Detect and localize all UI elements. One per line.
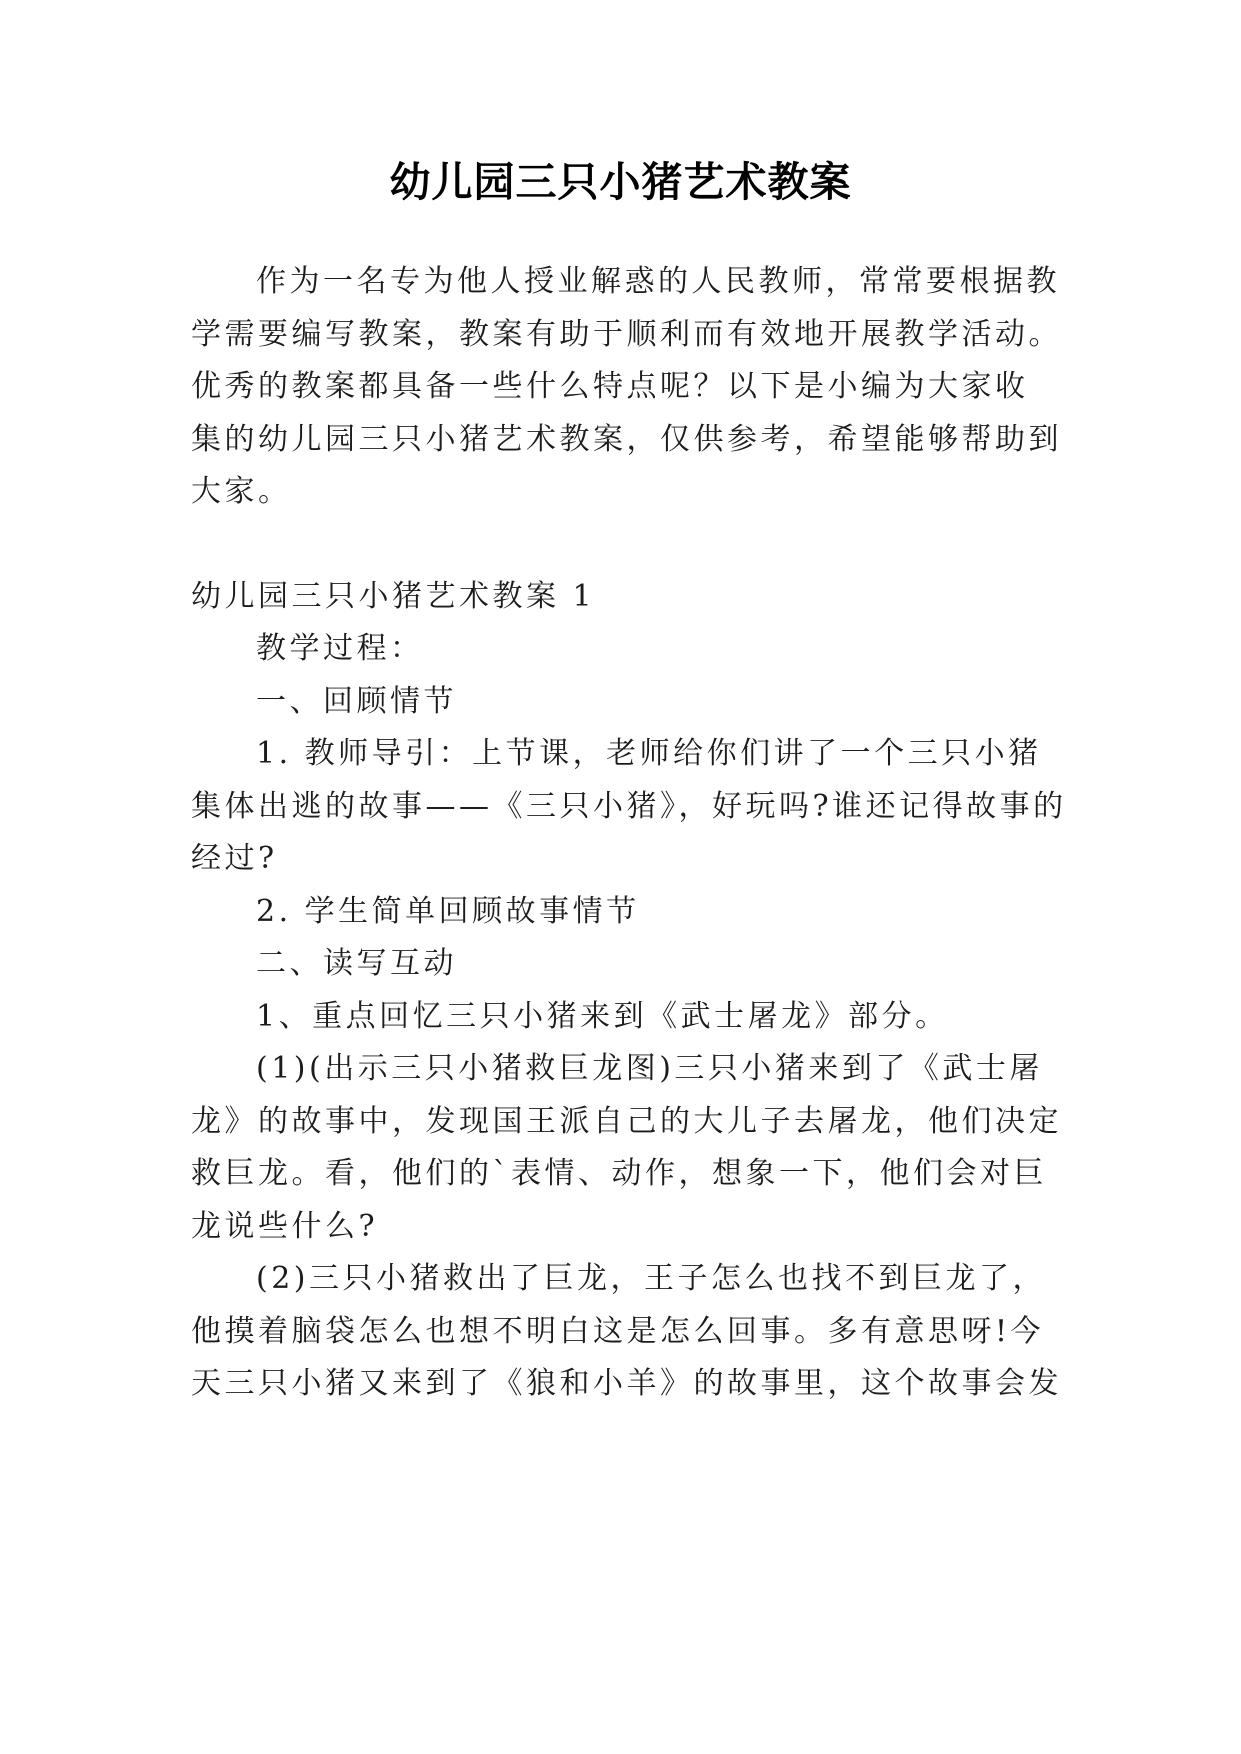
body-line: (1)(出示三只小猪救巨龙图)三只小猪来到了《武士屠 <box>256 1051 1043 1086</box>
body-line: 1、重点回忆三只小猪来到《武士屠龙》部分。 <box>256 999 949 1034</box>
body-line: 2. 学生简单回顾故事情节 <box>256 894 640 929</box>
body-line: 经过? <box>191 841 278 876</box>
body-line: 一、回顾情节 <box>256 684 457 719</box>
intro-line: 学需要编写教案，教案有助于顺利而有效地开展教学活动。 <box>191 317 1062 352</box>
body-line: (2)三只小猪救出了巨龙，王子怎么也找不到巨龙了， <box>256 1261 1046 1296</box>
body-line: 1. 教师导引：上节课，老师给你们讲了一个三只小猪 <box>256 736 1042 771</box>
document-title: 幼儿园三只小猪艺术教案 <box>389 158 852 206</box>
intro-line: 优秀的教案都具备一些什么特点呢？以下是小编为大家收 <box>191 369 1029 404</box>
intro-line: 大家。 <box>191 474 292 509</box>
body-line: 龙》的故事中，发现国王派自己的大儿子去屠龙，他们决定 <box>191 1104 1062 1139</box>
body-line: 龙说些什么? <box>191 1209 379 1244</box>
intro-line: 集的幼儿园三只小猪艺术教案，仅供参考，希望能够帮助到 <box>191 422 1062 457</box>
section-heading: 幼儿园三只小猪艺术教案 1 <box>191 579 596 614</box>
body-line: 教学过程： <box>256 631 424 666</box>
body-line: 他摸着脑袋怎么也想不明白这是怎么回事。多有意思呀!今 <box>191 1314 1045 1349</box>
body-line: 救巨龙。看，他们的`表情、动作，想象一下，他们会对巨 <box>191 1156 1047 1191</box>
body-line: 集体出逃的故事——《三只小猪》，好玩吗?谁还记得故事的 <box>191 789 1067 824</box>
intro-line: 作为一名专为他人授业解惑的人民教师，常常要根据教 <box>256 264 1060 299</box>
body-line: 二、读写互动 <box>256 946 457 981</box>
body-line: 天三只小猪又来到了《狼和小羊》的故事里，这个故事会发 <box>191 1366 1062 1401</box>
